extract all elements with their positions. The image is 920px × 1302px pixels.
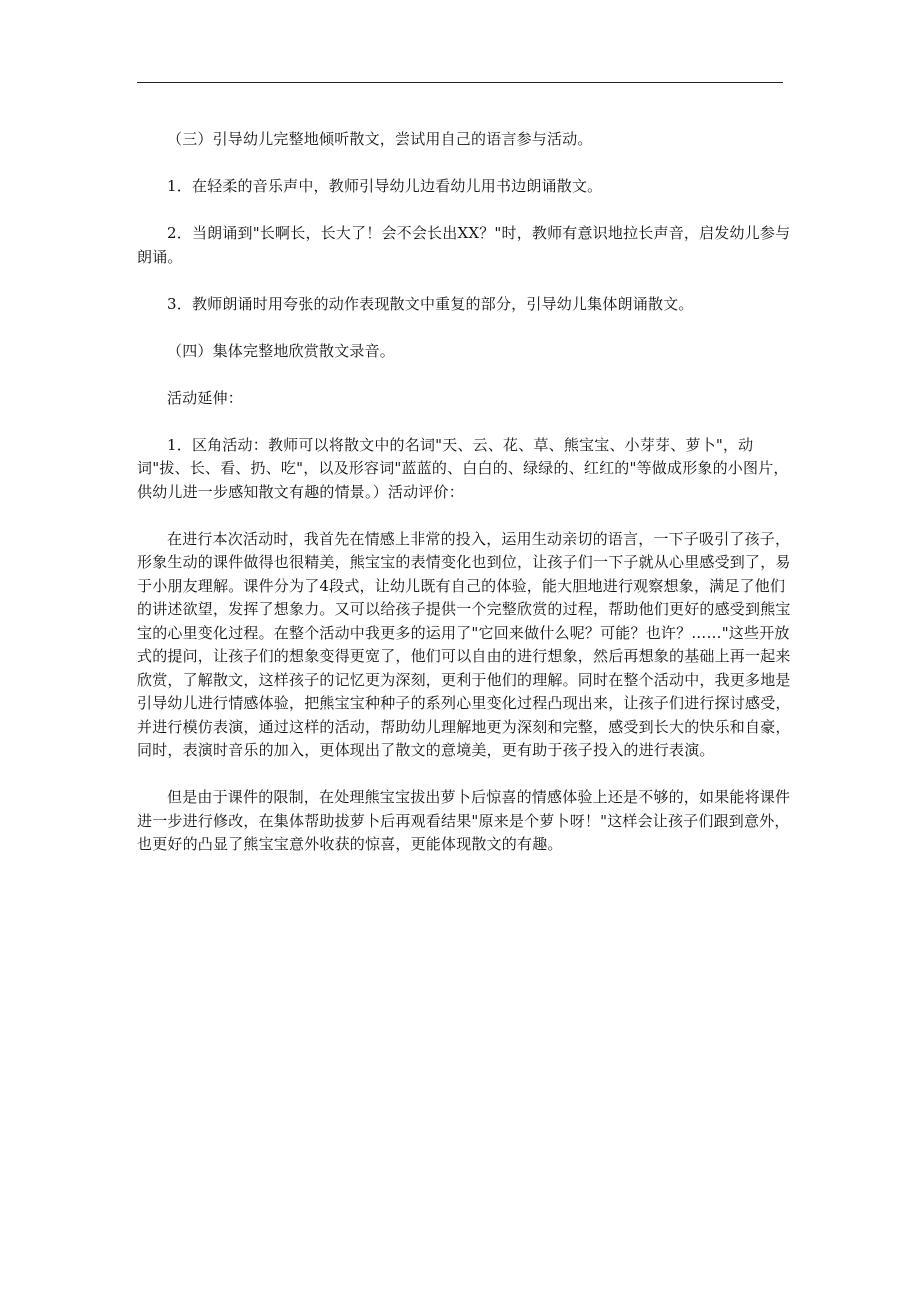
document-body <box>137 128 793 857</box>
paragraph-evaluation: 在进行本次活动时，我首先在情感上非常的投入，运用生动亲切的语言，一下子吸引了孩子，形象生动的课件做得也很精美，熊宝宝的表情变化也到位，让孩子们一下子就从心里感受到了，易于小朋友理解。课件分为了4段式，让幼儿既有自己的体验，能大胆地进行观察想象，满足了他们的讲述欲望，发挥了想象力。又可以给孩子提供一个完整欣赏的过程，帮助他们更好的感受到熊宝宝的心里变化过程。在整个活动中我更多的运用了"它回来做什么呢？可能？也许？……"这些开放式的提问，让孩子们的想象变得更宽了，他们可以自由的进行想象，然后再想象的基础上再一起来欣赏，了解散文，这样孩子的记忆更为深刻，更利于他们的理解。同时在整个活动中，我更多地是引导幼儿进行情感体验，把熊宝宝种种子的系列心里变化过程凸现出来，让孩子们进行探讨感受，并进行模仿表演，通过这样的活动，帮助幼儿理解地更为深刻和完整，感受到长大的快乐和自豪，同时，表演时音乐的加入，更体现出了散文的意境美，更有助于孩子投入的进行表演。 <box>137 529 791 759</box>
paragraph-corner-activity: 1．区角活动：教师可以将散文中的名词"天、云、花、草、熊宝宝、小芽芽、萝卜"，动词"拔、长、看、扔、吃"，以及形容词"蓝蓝的、白白的、绿绿的、红红的"等做成形象的小图片，供幼儿进一步感知散文有趣的情景。）活动评价： <box>137 435 789 501</box>
paragraph-section-three: （三）引导幼儿完整地倾听散文，尝试用自己的语言参与活动。 <box>167 130 593 148</box>
paragraph-reflection: 但是由于课件的限制，在处理熊宝宝拔出萝卜后惊喜的情感体验上还是不够的，如果能将课件进一步进行修改，在集体帮助拔萝卜后再观看结果"原来是个萝卜呀！"这样会让孩子们跟到意外，也更好的凸显了熊宝宝意外收获的惊喜，更能体现散文的有趣。 <box>137 788 791 853</box>
paragraph-step-3: 3．教师朗诵时用夸张的动作表现散文中重复的部分，引导幼儿集体朗诵散文。 <box>167 294 694 313</box>
header-rule <box>137 82 783 83</box>
paragraph-extension-heading: 活动延伸： <box>167 388 244 407</box>
paragraph-step-1: 1．在轻柔的音乐声中，教师引导幼儿边看幼儿用书边朗诵散文。 <box>167 177 603 195</box>
paragraph-step-2: 2．当朗诵到"长啊长，长大了！会不会长出XX？"时，教师有意识地拉长声音，启发幼儿参与朗诵。 <box>137 224 791 266</box>
paragraph-section-four: （四）集体完整地欣赏散文录音。 <box>167 341 396 360</box>
